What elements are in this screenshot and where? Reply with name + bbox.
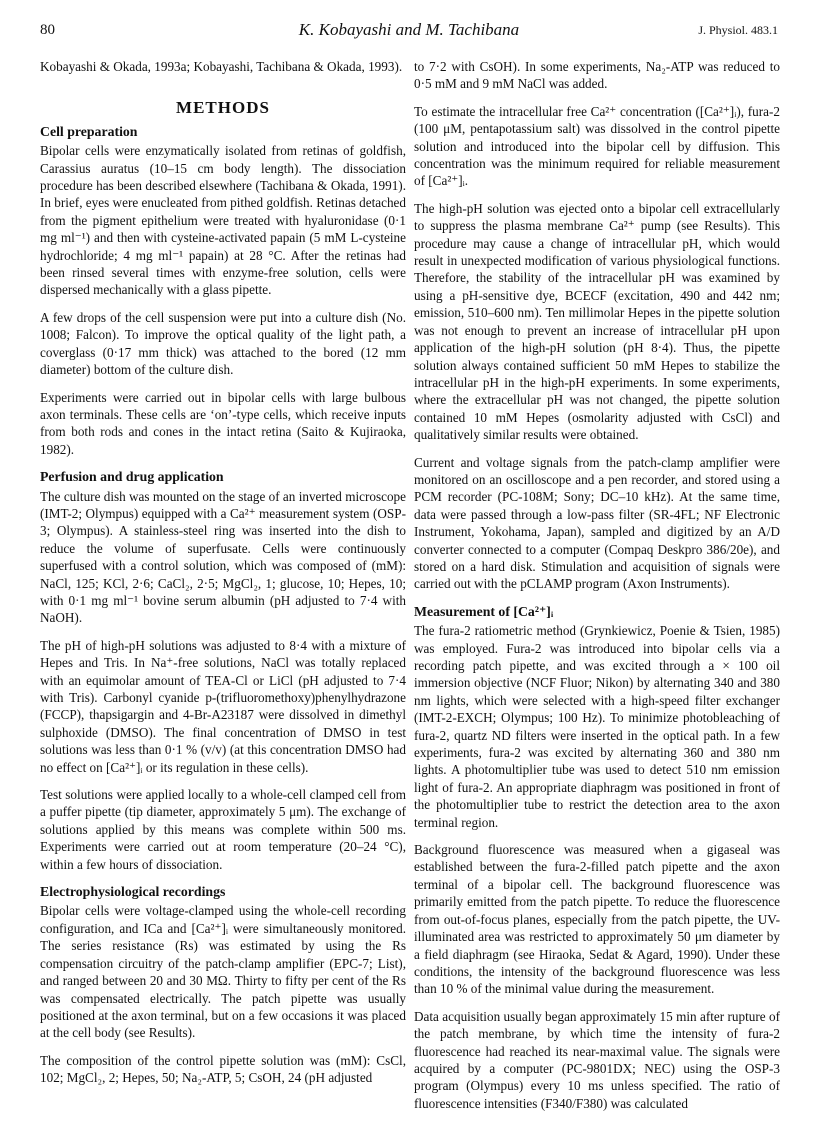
subheading-electrophysiology: Electrophysiological recordings xyxy=(40,884,226,900)
paragraph: Background fluorescence was measured when a gigaseal was established between the fura-2-filled patch pipette and the axon terminal of a bipolar cell. The background fluorescence was primarily emitted from the patch pipette. To reduce the fluorescence from out-of-focus planes, especially from the patch pipette, the UV-illuminated area was restricted to approximately 50 μm diameter by a field diaphragm (see Hiraoka, Sedat & Agard, 1990). Under these conditions, the intensity of the background fluorescence was less than 10 % of the minimal value during the measurement. xyxy=(414,842,780,997)
paragraph: The high-pH solution was ejected onto a bipolar cell extracellularly to suppress the plasma membrane Ca²⁺ pump (see Results). This procedure may cause a change of intracellular pH, which would result in unexpected modification of various physiological functions. Therefore, the stability of the intracellular pH was examined by using a pH-sensitive dye, BCECF (excitation, 490 and 442 nm; emission, 510–600 nm). Ten millimolar Hepes in the pipette solution was not enough to prevent an increase of intracellular pH upon application of the high-pH solution (pH 8·4). Thus, the pipette solution always contained sufficient 50 mM Hepes to stabilize the intracellular pH in the high-pH experiments. In some experiments, where the extracellular pH was not changed, the pipette solution contained 10 mM Hepes (osmolarity adjusted with CsCl) and qualitatively similar results were obtained. xyxy=(414,200,780,443)
paragraph: A few drops of the cell suspension were put into a culture dish (No. 1008; Falcon). To improve the optical quality of the light path, a coverglass (0·17 mm thick) was attached to the bored (12 mm diameter) bottom of the culture dish. xyxy=(40,309,406,378)
running-authors: K. Kobayashi and M. Tachibana xyxy=(298,20,520,39)
paragraph: The fura-2 ratiometric method (Grynkiewicz, Poenie & Tsien, 1985) was employed. Fura-2 was introduced into bipolar cells via a recording patch pipette, and was excited through a × 100 oil immersion objective (NCF Fluor; Nikon) by alternating 340 and 380 nm lights, which were selected with a high-speed filter exchanger (IMT-2-EXCH; Olympus; 100 Hz). To minimize photobleaching of fura-2, quartz ND filters were inserted in the optical path. In a few experiments, fura-2 was excited by alternating 360 and 380 nm lights. A photomultiplier tube was used to detect 510 nm emission light of fura-2. An appropriate diaphragm was positioned in front of the photomultiplier tube to restrict the detection area to the axon terminal region. xyxy=(414,623,780,830)
paragraph: To estimate the intracellular free Ca²⁺ concentration ([Ca²⁺]ᵢ), fura-2 (100 μM, pentapotassium salt) was dissolved in the control pipette solution and introduced into the bipolar cell by diffusion. This concentration was the minimum required for reliable measurement of [Ca²⁺]ᵢ. xyxy=(414,103,780,189)
paragraph: Bipolar cells were enzymatically isolated from retinas of goldfish, Carassius auratus (10–15 cm body length). The dissociation procedure has been described elsewhere (Tachibana & Okada, 1991). In brief, eyes were enucleated from pithed goldfish. Retinas detached from the pigment epithelium were treated with hyaluronidase (0·1 mg ml⁻¹) and then with cysteine-activated papain (5 mM L-cysteine hydrochloride; 4 mg ml⁻¹ papain) at 28 °C. After the retinas had been rinsed several times with enzyme-free solution, cells were dispersed mechanically with a glass pipette. xyxy=(40,143,406,298)
paragraph: The culture dish was mounted on the stage of an inverted microscope (IMT-2; Olympus) equipped with a Ca²⁺ measurement system (OSP-3; Olympus). A stainless-steel ring was inserted into the dish to reduce the volume of superfusate. Cells were continuously superfused with a control solution, which was composed of (mM): NaCl, 125; KCl, 2·6; CaCl₂, 2·5; MgCl₂, 1; glucose, 10; Hepes, 10; with 0·1 mg ml⁻¹ bovine serum albumin (pH adjusted to 7·4 with NaOH). xyxy=(40,488,406,626)
paragraph: Kobayashi & Okada, 1993a; Kobayashi, Tachibana & Okada, 1993). xyxy=(40,59,403,74)
journal-reference: J. Physiol. 483.1 xyxy=(698,23,778,37)
subheading-cell-preparation: Cell preparation xyxy=(40,123,138,139)
subheading-perfusion: Perfusion and drug application xyxy=(40,469,224,485)
paragraph: The pH of high-pH solutions was adjusted to 8·4 with a mixture of Hepes and Tris. In Na⁺-free solutions, NaCl was totally replaced with an equimolar amount of TEA-Cl or LiCl (pH adjusted to 7·4 with Tris). Carbonyl cyanide p-(trifluoromethoxy)phenylhydrazone (FCCP), thapsigargin and 4-Br-A23187 were dissolved in dimethyl sulphoxide (DMSO). The final concentration of DMSO in test solutions was less than 0·1 % (v/v) (at this concentration DMSO had no effect on [Ca²⁺]ᵢ or its regulation in these cells). xyxy=(40,637,406,775)
paragraph: Experiments were carried out in bipolar cells with large bulbous axon terminals. These cells are ‘on’-type cells, which receive inputs from both rods and cones in the intact retina (Saito & Kujiraoka, 1982). xyxy=(40,389,406,457)
running-header xyxy=(40,22,778,44)
left-column xyxy=(40,58,406,1097)
page-number: 80 xyxy=(40,22,55,38)
paragraph: The composition of the control pipette solution was (mM): CsCl, 102; MgCl₂, 2; Hepes, 50; Na₂-ATP, 5; CsOH, 24 (pH adjusted xyxy=(40,1052,406,1086)
subheading-measurement: Measurement of [Ca²⁺]ᵢ xyxy=(414,603,554,619)
paragraph: Bipolar cells were voltage-clamped using the whole-cell recording configuration, and ICa and [Ca²⁺]ᵢ were simultaneously monitored. The series resistance (Rs) was estimated by using the Rs compensation circuitry of the patch-clamp amplifier (EPC-7; List), and ranged between 20 and 30 MΩ. Thirty to fifty per cent of the Rs was compensated electrically. The patch pipette was usually positioned at the axon terminal, but on a few occasions it was placed at the cell body (see Results). xyxy=(40,903,406,1041)
section-heading-methods: METHODS xyxy=(176,98,270,118)
paragraph: to 7·2 with CsOH). In some experiments, Na₂-ATP was reduced to 0·5 mM and 9 mM NaCl was added. xyxy=(414,59,780,92)
right-column xyxy=(414,58,780,1122)
paragraph: Data acquisition usually began approximately 15 min after rupture of the patch membrane, by which time the intensity of fura-2 fluorescence had reached its near-maximal value. The signals were acquired by a computer (PC-9801DX; NEC) using the OSP-3 program (Olympus) every 10 ms unless specified. The ratio of fluorescence intensities (F340/F380) was calculated xyxy=(414,1008,780,1111)
paragraph: Test solutions were applied locally to a whole-cell clamped cell from a puffer pipette (tip diameter, approximately 5 μm). The exchange of solutions applied by this means was complete within 500 ms. Experiments were carried out at room temperature (20–24 °C), within a few hours of dissociation. xyxy=(40,787,406,872)
paragraph: Current and voltage signals from the patch-clamp amplifier were monitored on an oscilloscope and a pen recorder, and stored using a PCM recorder (PC-108M; Sony; DC–10 kHz). At the same time, data were passed through a low-pass filter (SR-4FL; NF Electronic Instrument, Yokohama, Japan), sampled and digitized by an A/D converter connected to a computer (Compaq Deskpro 386/20e), and stored on a hard disk. Stimulation and acquisition of signals were carried out with the pCLAMP program (Axon Instruments). xyxy=(414,454,780,592)
